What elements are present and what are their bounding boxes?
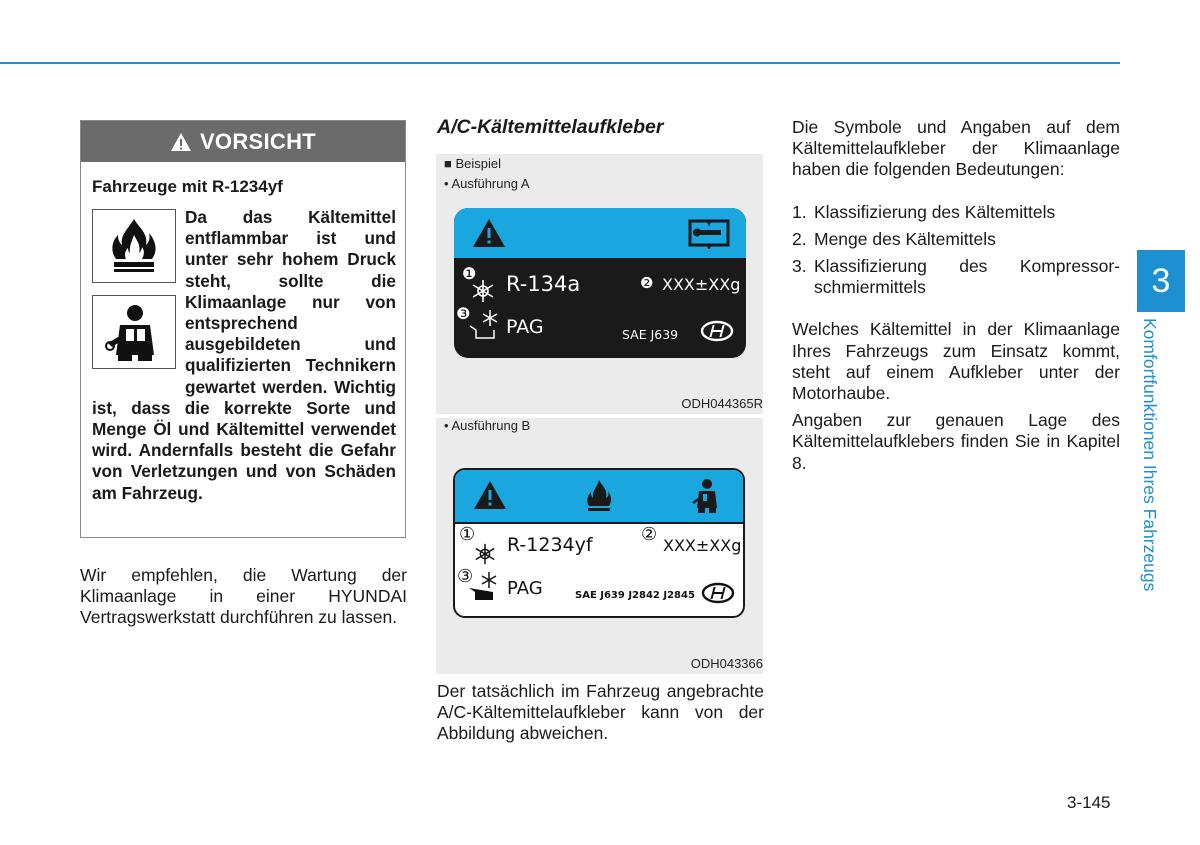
standard-a: SAE J639 xyxy=(622,327,679,342)
caution-subtitle: Fahrzeuge mit R-1234yf xyxy=(92,177,283,196)
list-text: Klassifizierung des Kältemittels xyxy=(814,201,1056,222)
refrigerant-location-text: Welches Kältemittel in der Klimaanlage Ihres Fahrzeugs zum Einsatz kommt, steht auf einem Aufkleber unter der Motorhaube. xyxy=(792,319,1120,404)
hyundai-logo-icon xyxy=(700,320,734,342)
section-title: A/C-Kältemittelaufkleber xyxy=(437,116,664,138)
label-location-text: Angaben zur genauen Lage des Kältemittelaufklebers finden Sie in Kapitel 8. xyxy=(792,410,1120,473)
marker-1: ① xyxy=(459,524,476,545)
list-item xyxy=(792,256,1120,298)
explanation-column xyxy=(792,117,1120,474)
caution-body-text: Da das Kältemittel entflammbar ist und unter sehr hohem Druck steht, sollte die Klimaanlage nur von entsprechend ausgebildeten und qualifizierten Technikern gewartet werden. Wichtig ist, dass die korrekte Sorte und Menge Öl und Kältemittel verwendet wird. Andernfalls besteht die Gefahr von Verletzungen und von Schäden am Fahrzeug. xyxy=(92,207,396,503)
label-b-band xyxy=(455,470,743,524)
marker-1: ❶ xyxy=(462,264,477,283)
refrigerant-b: R-1234yf xyxy=(507,534,593,556)
warning-icon xyxy=(170,132,192,152)
amount-a: XXX±XXg xyxy=(662,275,741,294)
list-item xyxy=(792,202,1120,223)
caution-title: VORSICHT xyxy=(199,128,317,154)
list-text: Klassifizierung des Kompressor-schmiermittels xyxy=(814,256,1120,298)
page-number: 3-145 xyxy=(1067,793,1111,812)
hyundai-logo-icon xyxy=(701,582,735,604)
manual-icon xyxy=(688,217,730,249)
label-a-band xyxy=(454,208,746,258)
list-number: 2. xyxy=(792,228,807,249)
list-number: 3. xyxy=(792,256,807,277)
list-text: Menge des Kältemittels xyxy=(814,228,996,249)
figure-code-b: ODH043366 xyxy=(690,656,763,671)
label-b-sticker xyxy=(453,468,745,618)
example-label: ■ Beispiel xyxy=(444,156,501,171)
caution-header xyxy=(81,121,405,162)
list-number: 1. xyxy=(792,201,807,222)
marker-2: ② xyxy=(641,524,658,545)
meaning-list xyxy=(792,202,1120,299)
chapter-tab: 3 xyxy=(1137,250,1185,312)
amount-b: XXX±XXg xyxy=(663,536,742,555)
label-a-sticker xyxy=(454,208,746,358)
list-item xyxy=(792,229,1120,250)
marker-3: ③ xyxy=(457,566,474,587)
marker-2: ❷ xyxy=(640,274,654,292)
oil-b: PAG xyxy=(507,578,543,599)
version-a-label: • Ausführung A xyxy=(444,176,530,191)
version-b-label: • Ausführung B xyxy=(444,418,531,433)
snowflake-icon xyxy=(473,542,497,566)
oil-snowflake-icon xyxy=(467,570,501,604)
figure-caption: Der tatsächlich im Fahrzeug angebrachte A/C-Kältemittelaufkleber kann von der Abbildung abweichen. xyxy=(437,681,764,744)
chapter-title: Komfortfunktionen Ihres Fahrzeugs xyxy=(1140,318,1160,592)
technician-icon xyxy=(691,478,721,514)
recommendation-text: Wir empfehlen, die Wartung der Klimaanlage in einer HYUNDAI Vertragswerkstatt durchführen zu lassen. xyxy=(80,565,407,628)
snowflake-icon xyxy=(470,278,496,304)
oil-snowflake-icon xyxy=(468,308,502,342)
figure-version-b xyxy=(436,418,763,674)
caution-body xyxy=(92,207,396,504)
marker-3: ❸ xyxy=(456,304,471,323)
oil-a: PAG xyxy=(506,316,544,338)
standard-b: SAE J639 J2842 J2845 xyxy=(575,590,695,601)
refrigerant-a: R-134a xyxy=(506,272,581,296)
figure-version-a xyxy=(436,154,763,414)
warning-icon xyxy=(473,480,507,510)
intro-text: Die Symbole und Angaben auf dem Kältemittelaufkleber der Klimaanlage haben die folgenden Bedeutungen: xyxy=(792,117,1120,180)
header-rule xyxy=(0,62,1120,64)
figure-code-a: ODH044365R xyxy=(681,396,763,411)
flame-icon xyxy=(585,478,613,512)
caution-box xyxy=(80,120,406,538)
warning-icon xyxy=(472,218,506,248)
